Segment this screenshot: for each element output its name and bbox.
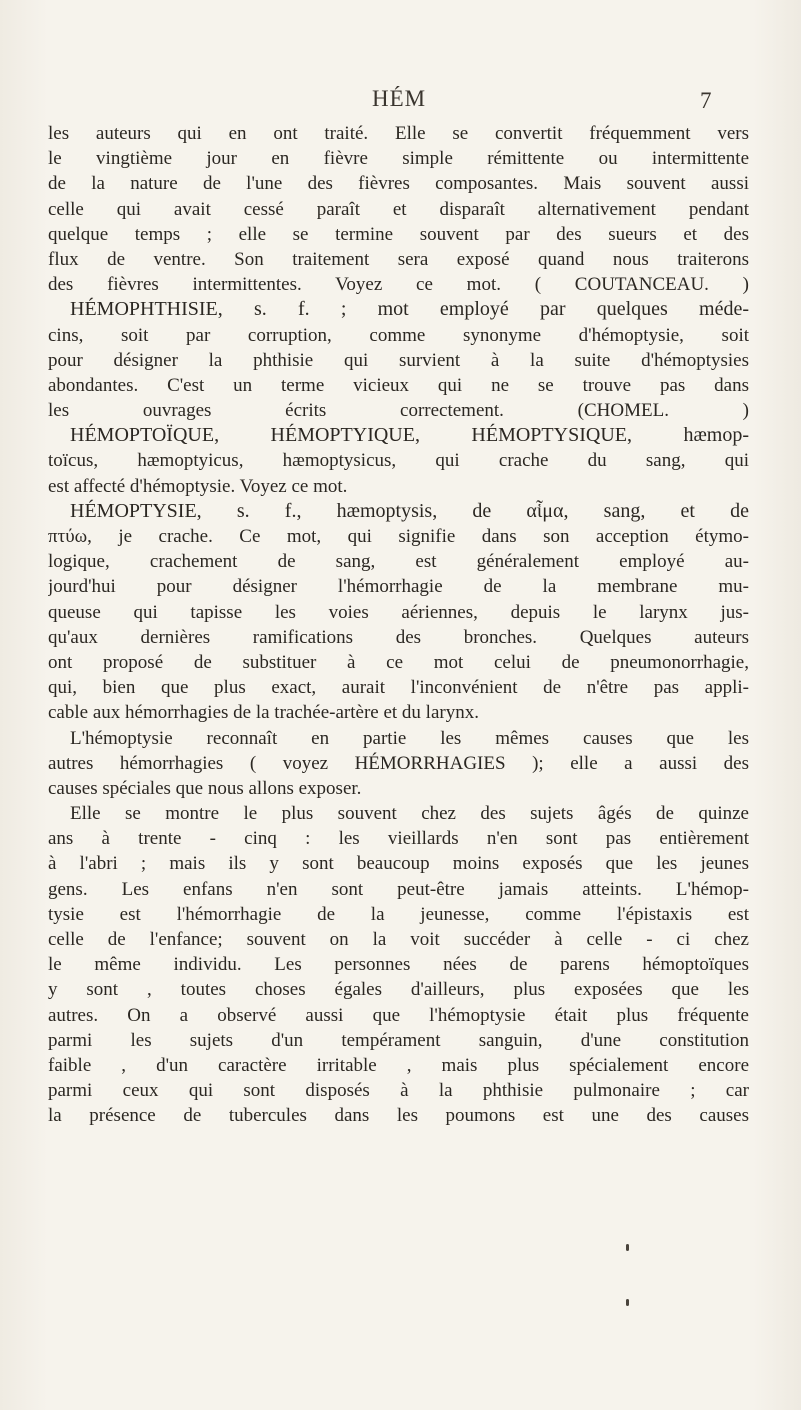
entry-hemophthisie: HÉMOPHTHISIE, s. f. ; mot employé par quelques méde- (70, 298, 749, 321)
body-text (48, 121, 749, 1129)
text-line: parmi les sujets d'un tempérament sanguin, d'une constitution (48, 1029, 749, 1051)
text-line: tysie est l'hémorrhagie de la jeunesse, comme l'épistaxis est (48, 903, 749, 925)
text-line: les ouvrages écrits correctement. (CHOMEL. ) (48, 400, 749, 422)
entry-hemoptoique: HÉMOPTOÏQUE, HÉMOPTYIQUE, HÉMOPTYSIQUE, hæmop- (70, 424, 749, 447)
text-line: jourd'hui pour désigner l'hémorrhagie de la membrane mu- (48, 576, 749, 598)
entry-hemoptysie: HÉMOPTYSIE, s. f., hæmoptysis, de αἷμα, sang, et de (70, 499, 749, 522)
text-line: cins, soit par corruption, comme synonyme d'hémoptysie, soit (48, 324, 749, 346)
text-line: cable aux hémorrhagies de la trachée-artère et du larynx. (48, 702, 479, 724)
text-line: logique, crachement de sang, est généralement employé au- (48, 551, 749, 573)
text-line: parmi ceux qui sont disposés à la phthisie pulmonaire ; car (48, 1080, 749, 1102)
text-line: la présence de tubercules dans les poumons est une des causes (48, 1105, 749, 1127)
text-line: des fièvres intermittentes. Voyez ce mot. ( COUTANCEAU. ) (48, 274, 749, 296)
text-line: quelque temps ; elle se termine souvent par des sueurs et des (48, 223, 749, 245)
text-line: ans à trente - cinq : les vieillards n'en sont pas entièrement (48, 828, 749, 850)
text-line: le même individu. Les personnes nées de parens hémoptoïques (48, 954, 749, 976)
text-line: les auteurs qui en ont traité. Elle se convertit fréquemment vers (48, 123, 749, 144)
text-line: celle qui avait cessé paraît et disparaît alternativement pendant (48, 198, 749, 220)
text-line: queuse qui tapisse les voies aériennes, depuis le larynx jus- (48, 601, 749, 623)
text-line: qui, bien que plus exact, aurait l'inconvénient de n'être pas appli- (48, 677, 749, 699)
text-line: qu'aux dernières ramifications des bronches. Quelques auteurs (48, 626, 749, 648)
text-line: πτύω, je crache. Ce mot, qui signifie dans son acception étymo- (48, 526, 749, 547)
paragraph-start: L'hémoptysie reconnaît en partie les mêmes causes que les (70, 727, 749, 749)
text-line: autres. On a observé aussi que l'hémoptysie était plus fréquente (48, 1004, 749, 1026)
text-line: autres hémorrhagies ( voyez HÉMORRHAGIES ); elle a aussi des (48, 752, 749, 774)
text-line: de la nature de l'une des fièvres composantes. Mais souvent aussi (48, 173, 749, 195)
page-header (0, 86, 801, 116)
text-line: celle de l'enfance; souvent on la voit succéder à celle - ci chez (48, 929, 749, 950)
text-line: flux de ventre. Son traitement sera exposé quand nous traiterons (48, 248, 749, 270)
text-line: faible , d'un caractère irritable , mais plus spécialement encore (48, 1054, 749, 1076)
page-number: 7 (700, 88, 712, 113)
text-line: est affecté d'hémoptysie. Voyez ce mot. (48, 475, 348, 497)
text-line: ont proposé de substituer à ce mot celui de pneumonorrhagie, (48, 651, 749, 673)
ink-speck (626, 1299, 629, 1306)
ink-speck (626, 1244, 629, 1251)
text-line: le vingtième jour en fièvre simple rémittente ou intermittente (48, 148, 749, 170)
text-line: toïcus, hæmoptyicus, hæmoptysicus, qui crache du sang, qui (48, 450, 749, 472)
text-line: gens. Les enfans n'en sont peut-être jamais atteints. L'hémop- (48, 878, 749, 900)
text-line: pour désigner la phthisie qui survient à la suite d'hémoptysies (48, 349, 749, 371)
text-line: à l'abri ; mais ils y sont beaucoup moins exposés que les jeunes (48, 853, 749, 875)
running-head: HÉM (372, 86, 427, 111)
text-line: causes spéciales que nous allons exposer. (48, 777, 362, 799)
paragraph-start: Elle se montre le plus souvent chez des sujets âgés de quinze (70, 803, 749, 825)
text-line: abondantes. C'est un terme vicieux qui ne se trouve pas dans (48, 374, 749, 396)
text-line: y sont , toutes choses égales d'ailleurs, plus exposées que les (48, 979, 749, 1001)
